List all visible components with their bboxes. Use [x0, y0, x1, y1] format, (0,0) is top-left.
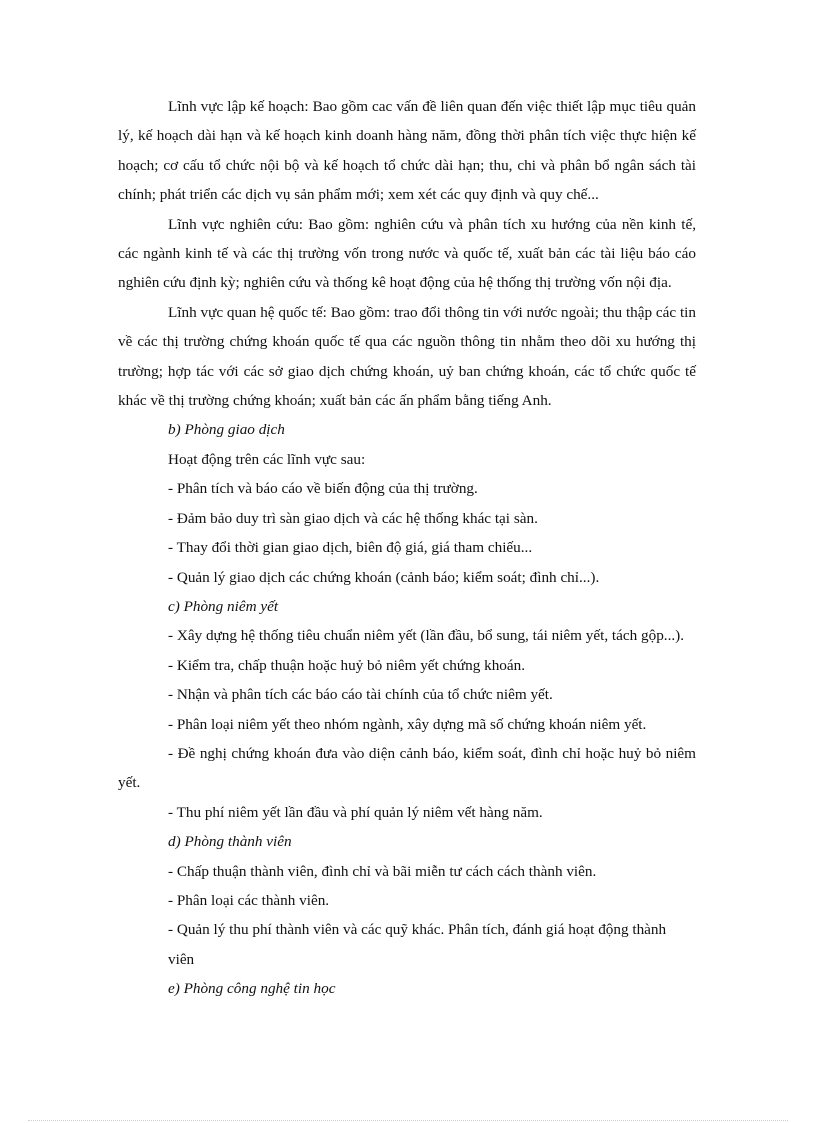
heading-member-department: d) Phòng thành viên — [168, 833, 292, 851]
list-item: - Nhận và phân tích các báo cáo tài chính của tổ chức niêm yết. — [168, 686, 553, 704]
list-item: - Phân loại các thành viên. — [168, 891, 330, 909]
list-item: - Đảm bảo duy trì sàn giao dịch và các hệ thống khác tại sàn. — [168, 509, 538, 527]
list-item: - Phân loại niêm yết theo nhóm ngành, xây dựng mã số chứng khoán niêm yết. — [168, 715, 647, 733]
heading-trading-department: b) Phòng giao dịch — [168, 421, 285, 439]
trading-intro: Hoạt động trên các lĩnh vực sau: — [168, 450, 366, 468]
list-item: - Thay đổi thời gian giao dịch, biên độ giá, giá tham chiếu... — [168, 539, 533, 557]
list-item: - Đề nghị chứng khoán đưa vào diện cảnh báo, kiểm soát, đình chỉ hoặc huỷ bỏ niêm yết. — [118, 744, 696, 792]
heading-listing-department: c) Phòng niêm yết — [168, 597, 279, 615]
list-item: - Xây dựng hệ thống tiêu chuẩn niêm yết (lần đầu, bổ sung, tái niêm yết, tách gộp...). — [168, 627, 685, 645]
page-bottom-divider — [28, 1120, 788, 1121]
list-item: - Chấp thuận thành viên, đình chỉ và bãi miễn tư cách cách thành viên. — [168, 862, 597, 880]
list-item: - Phân tích và báo cáo về biến động của thị trường. — [168, 480, 478, 498]
list-item: - Quản lý giao dịch các chứng khoán (cảnh báo; kiểm soát; đình chỉ...). — [168, 568, 600, 586]
paragraph-research: Lĩnh vực nghiên cứu: Bao gồm: nghiên cứu và phân tích xu hướng của nền kinh tế, các ngành kinh tế và các thị trường vốn trong nước và quốc tế, xuất bản các tài liệu báo cáo nghiên cứu định kỳ; nghiên cứu và thống kê hoạt động của hệ thống thị trường vốn nội địa. — [118, 215, 696, 292]
list-item: - Kiểm tra, chấp thuận hoặc huỷ bỏ niêm yết chứng khoán. — [168, 656, 526, 674]
list-item: - Thu phí niêm yết lần đầu và phí quản lý niêm vết hàng năm. — [168, 803, 543, 821]
paragraph-planning: Lĩnh vực lập kế hoạch: Bao gồm cac vấn đề liên quan đến việc thiết lập mục tiêu quản lý, kế hoạch dài hạn và kế hoạch kinh doanh hàng năm, đồng thời phân tích việc thực hiện kế hoạch; cơ cấu tổ chức nội bộ và kế hoạch tổ chức dài hạn; thu, chi và phân bổ ngân sách tài chính; phát triển các dịch vụ sản phẩm mới; xem xét các quy định và quy chế... — [118, 98, 696, 204]
heading-it-department: e) Phòng công nghệ tin học — [168, 980, 336, 998]
paragraph-international: Lĩnh vực quan hệ quốc tế: Bao gồm: trao đổi thông tin với nước ngoài; thu thập các tin về các thị trường chứng khoán quốc tế qua các nguồn thông tin nhằm theo dõi xu hướng thị trường; hợp tác với các sở giao dịch chứng khoán, uỷ ban chứng khoán, các tổ chức quốc tế khác về thị trường chứng khoán; xuất bản các ấn phẩm bằng tiếng Anh. — [118, 303, 696, 410]
list-item: - Quản lý thu phí thành viên và các quỹ khác. Phân tích, đánh giá hoạt động thành viên — [168, 921, 667, 968]
document-page — [118, 92, 696, 1004]
